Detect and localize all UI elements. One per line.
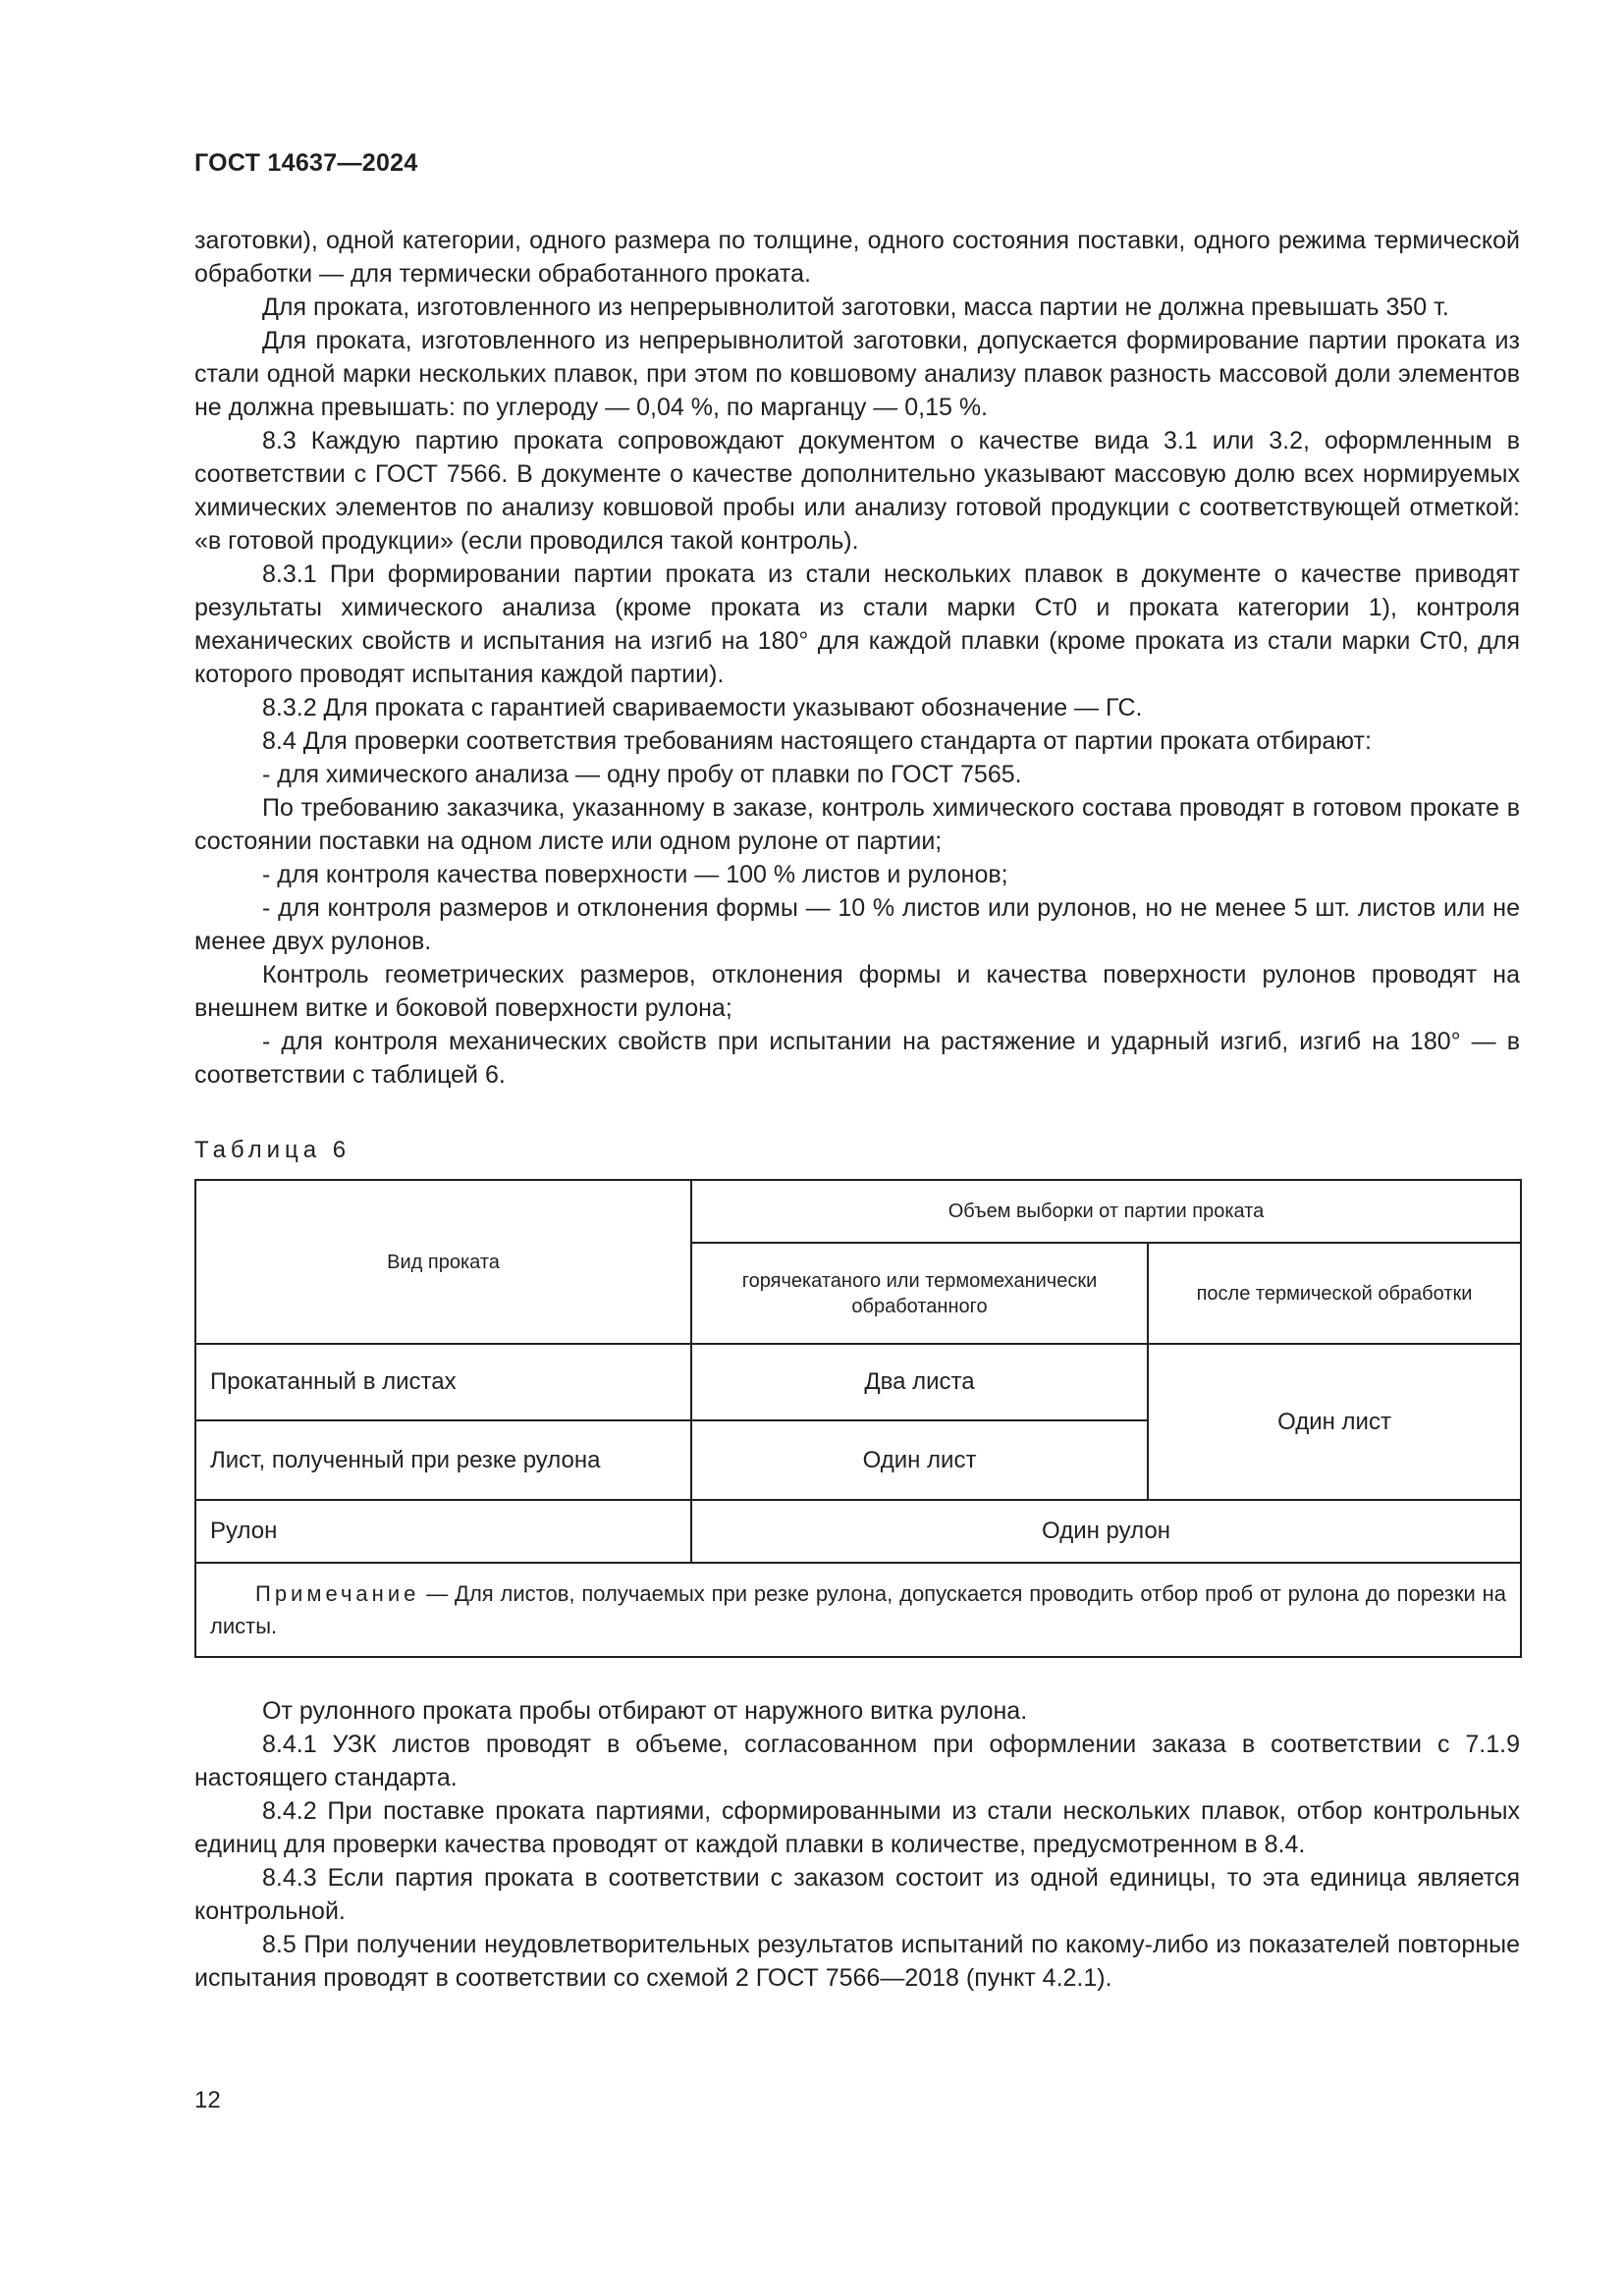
- note-label: Примечание: [255, 1581, 420, 1606]
- list-item: - для контроля размеров и отклонения формы — 10 % листов или рулонов, но не менее 5 шт. листов или не менее двух рулонов.: [194, 894, 1520, 955]
- table-cell-type: Рулон: [195, 1500, 691, 1563]
- table-cell-merged: Один рулон: [691, 1500, 1521, 1563]
- paragraph: По требованию заказчика, указанному в заказе, контроль химического состава проводят в готовом прокате в состоянии поставки на одном листе или одном рулоне от партии;: [194, 794, 1520, 855]
- table-cell-hot: Один лист: [691, 1420, 1148, 1500]
- list-item: - для химического анализа — одну пробу от плавки по ГОСТ 7565.: [262, 761, 1022, 788]
- table-note: [195, 1563, 1521, 1657]
- note-text: — Для листов, получаемых при резке рулона, допускается проводить отбор проб от рулона до порезки на листы.: [210, 1581, 1506, 1638]
- table-cell-hot: Два листа: [691, 1344, 1148, 1420]
- paragraph: От рулонного проката пробы отбирают от наружного витка рулона.: [262, 1697, 1028, 1725]
- list-item: - для контроля механических свойств при испытании на растяжение и ударный изгиб, изгиб на 180° — в соответствии с таблицей 6.: [194, 1028, 1520, 1089]
- table-cell-type: Прокатанный в листах: [195, 1344, 691, 1420]
- body-text-top: [194, 224, 1520, 1092]
- page-number: 12: [194, 2087, 221, 2113]
- paragraph-8-3-1: 8.3.1 При формировании партии проката из стали нескольких плавок в документе о качестве приводят результаты химического анализа (кроме проката из стали марки Ст0 и проката категории 1), контроля механических свойств и испытания на изгиб на 180° для каждой плавки (кроме проката из стали марки Ст0, для которого проводят испытания каждой партии).: [194, 561, 1520, 688]
- paragraph-8-3-2: 8.3.2 Для проката с гарантией свариваемости указывают обозначение — ГС.: [262, 694, 1143, 721]
- paragraph-8-4-2: 8.4.2 При поставке проката партиями, сформированными из стали нескольких плавок, отбор контрольных единиц для проверки качества проводят от каждой плавки в количестве, предусмотренном в 8.4.: [194, 1797, 1520, 1858]
- body-text-bottom: [194, 1694, 1520, 1995]
- sample-size-table: [194, 1179, 1522, 1658]
- paragraph-8-3: 8.3 Каждую партию проката сопровождают документом о качестве вида 3.1 или 3.2, оформленным в соответствии с ГОСТ 7566. В документе о качестве дополнительно указывают массовую долю всех нормируемых химических элементов по анализу ковшовой пробы или анализу готовой продукции с соответствующей отметкой: «в готовой продукции» (если проводился такой контроль).: [194, 427, 1520, 555]
- paragraph-8-4-1: 8.4.1 УЗК листов проводят в объеме, согласованном при оформлении заказа в соответствии с 7.1.9 настоящего стандарта.: [194, 1731, 1520, 1791]
- table-header-type: Вид проката: [195, 1180, 691, 1344]
- paragraph: Для проката, изготовленного из непрерывнолитой заготовки, масса партии не должна превышать 350 т.: [262, 294, 1449, 321]
- document-header: ГОСТ 14637—2024: [194, 149, 418, 177]
- table-header-hot-rolled: горячекатаного или термомеханически обработанного: [691, 1243, 1148, 1344]
- table-cell-heat-treated: Один лист: [1148, 1344, 1521, 1500]
- paragraph: заготовки), одной категории, одного размера по толщине, одного состояния поставки, одного режима термической обработки — для термически обработанного проката.: [194, 227, 1520, 288]
- paragraph-8-4: 8.4 Для проверки соответствия требованиям настоящего стандарта от партии проката отбирают:: [262, 727, 1372, 755]
- paragraph: Для проката, изготовленного из непрерывнолитой заготовки, допускается формирование партии проката из стали одной марки нескольких плавок, при этом по ковшовому анализу плавок разность массовой доли элементов не должна превышать: по углероду — 0,04 %, по марганцу — 0,15 %.: [194, 327, 1520, 421]
- table-cell-type: Лист, полученный при резке рулона: [195, 1420, 691, 1500]
- paragraph-8-4-3: 8.4.3 Если партия проката в соответствии с заказом состоит из одной единицы, то эта единица является контрольной.: [194, 1864, 1520, 1925]
- table-caption: Таблица 6: [194, 1137, 352, 1163]
- table-header-heat-treated: после термической обработки: [1148, 1243, 1521, 1344]
- paragraph: Контроль геометрических размеров, отклонения формы и качества поверхности рулонов проводят на внешнем витке и боковой поверхности рулона;: [194, 961, 1520, 1022]
- table-header-group: Объем выборки от партии проката: [691, 1180, 1521, 1243]
- list-item: - для контроля качества поверхности — 100 % листов и рулонов;: [262, 861, 1008, 888]
- paragraph-8-5: 8.5 При получении неудовлетворительных результатов испытаний по какому-либо из показателей повторные испытания проводят в соответствии со схемой 2 ГОСТ 7566—2018 (пункт 4.2.1).: [194, 1931, 1520, 1992]
